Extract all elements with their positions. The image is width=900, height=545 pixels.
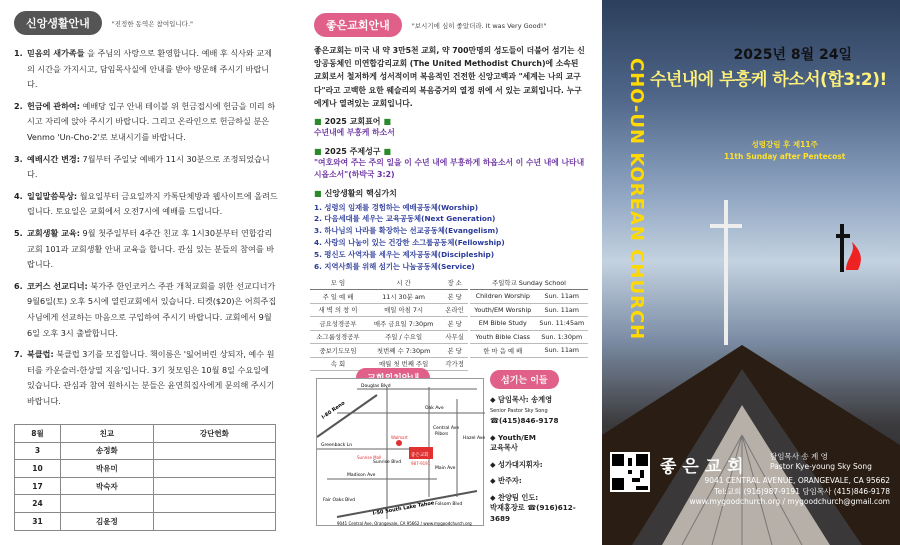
servants-title: 섬기는 이들 (490, 370, 559, 389)
map-label: Folsom Blvd (435, 502, 463, 507)
values-title: ■ 신앙생활의 핵심가치 (314, 188, 397, 198)
square-bullet-icon: ■ (314, 117, 322, 127)
meeting-schedule-table (310, 276, 468, 371)
announcement-item: 6. 코커스 선교디너: 북가주 한인코커스 주관 개척교회를 위한 선교디너가 9월6일(토) 오후 5시에 열린교회에서 있습니다. 티켓($20)은 어희주집사님에게 선교하는 마음으로 구입하여 주시기 바랍니다. 교회에서 9월 6일 오후 3시 출발합니다. (14, 280, 277, 338)
announcement-item: 2. 헌금에 관하여: 예배당 입구 안내 테이블 위 헌금접시에 헌금을 미리 하시고 자리에 앉아 주시기 바랍니다. 그리고 온라인으로 헌금하실 분은 Venmo 'Un-Cho-2'로 보내시기를 바랍니다. (14, 100, 276, 142)
list-item: ◆ Youth/EM 교육목사 (490, 432, 536, 452)
list-item: ◆ 찬양팀 인도: 박재홍장로 ☎(916)612-3689 (490, 492, 576, 523)
list-item: ◆ 성가대지휘자: (490, 459, 543, 469)
church-info-note: "보시기에 심히 좋았더라. It was Very Good!" (411, 21, 547, 30)
table-row: 주 일 예 배 11시 30분 am 본 당 (310, 290, 468, 304)
square-bullet-icon: ■ (383, 146, 392, 156)
church-intro: 좋은교회는 미국 내 약 3만5천 교회, 약 700만명의 성도들이 더불어 섬기는 신앙공동체인 미연합감리교회 (The United Methodist Church)에 소속된 교회로서 철저하게 성서적이며 복음적인 건전한 신앙고백과 "세계는 나의 교구다"라고 고백한 요한 웨슬리의 복음증거의 열정 위에 서 있는 교회입니다. 누구에게나 열려있는 교회입니다. (314, 46, 585, 108)
theme-title: ■ 2025 주제성구 ■ (314, 146, 392, 156)
map-label: 좋은교회 (411, 453, 429, 458)
map-label: Central Ave (433, 426, 460, 431)
table-row: Youth Bible Class Sun. 1:30pm (470, 330, 588, 344)
church-address: 9041 CENTRAL AVENUE, ORANGEVALE, CA 95662 Tel:교회 (916)987-9191 담임목사 (415)846-9178 www.mygoodchurch.org / mygoodchurch@gmail.com (650, 476, 890, 508)
cover-panel (602, 0, 900, 545)
map-label: Main Ave (435, 466, 456, 471)
map-label: Oak Ave (425, 406, 444, 411)
list-item: 6. 지역사회를 위해 섬기는 나눔공동체(Service) (314, 261, 475, 271)
list-item: 1. 성령의 임재를 경험하는 예배공동체(Worship) (314, 202, 479, 212)
liturgical-sunday: 성령강림 후 제11주 11th Sunday after Pentecost (724, 140, 846, 161)
square-bullet-icon: ■ (383, 117, 392, 127)
announcement-item: 7. 북클럽: 북클럽 3기를 모집합니다. 책이름은 '잃어버린 상되자, 예수 원터를 카운슬러-한상열 지음'입니다. 3기 첫모임은 10월 8일 수요일에 있습니다. 관심과 참여 원하시는 분들은 윤연희집사에게 문의해 주시기 바랍니다. (14, 349, 275, 406)
table-row: Youth/EM Worship Sun. 11am (470, 303, 588, 317)
table-row: 소그룹성경공부 주일 / 수요일 사무실 (310, 330, 468, 344)
church-roof-illustration (602, 325, 900, 545)
cover-theme: 수년내에 부흥케 하소서(합3:2)! (650, 70, 887, 90)
duty-table (14, 424, 276, 531)
map-label: Hazel Ave (463, 436, 485, 441)
table-row: Children Worship Sun. 11am (470, 290, 588, 304)
core-values-list (314, 202, 586, 273)
table-row: 31 김윤정 (15, 512, 276, 530)
table-row: 중보기도모임 첫번째 수 7:30pm 본 당 (310, 344, 468, 358)
table-row: 3 송정화 (15, 442, 276, 460)
table-row: 17 박숙자 (15, 477, 276, 495)
bulletin-date: 2025년 8월 24일 (733, 47, 852, 63)
square-bullet-icon: ■ (314, 146, 322, 156)
faith-life-header (14, 10, 278, 36)
table-header-row: 8월 친교 강단헌화 (15, 425, 276, 443)
list-item: 5. 평신도 사역자를 세우는 제자공동체(Discipleship) (314, 249, 495, 259)
church-info-pill: 좋은교회안내 (314, 13, 402, 37)
map-label: Fair Oaks Blvd (323, 498, 356, 503)
cross-flame-icon (836, 224, 864, 272)
pastor-info: 담임목사 송 계 영 Pastor Kye-young Sky Song (770, 452, 872, 471)
list-item: 4. 사랑의 나눔이 있는 건강한 소그룹공동체(Fellowship) (314, 237, 505, 247)
map-label: Pilbors (435, 431, 449, 436)
church-name: 좋은교회 (660, 457, 750, 477)
announcement-item: 3. 예배시간 변경: 7월부터 주일낮 예배가 11시 30분으로 조정되었습니다. (14, 153, 270, 180)
servants-section (490, 368, 590, 524)
motto-title: ■ 2025 교회표어 ■ (314, 117, 392, 127)
map-drawing (317, 379, 485, 527)
list-item: 2. 다음세대를 세우는 교육공동체(Next Generation) (314, 214, 496, 224)
list-item: ◆ 반주자: (490, 476, 522, 485)
table-row: 금요성경공부 매주 금요일 7:30pm 본 당 (310, 317, 468, 331)
table-row: EM Bible Study Sun. 11:45am (470, 317, 588, 331)
map-label: Sunrise Mall (357, 455, 382, 460)
map-label: 987-9191 (411, 461, 431, 466)
announcement-list (14, 46, 278, 409)
map-label: Douglas Blvd (361, 384, 391, 389)
list-item: ◆ 담임목사: 송계영 Senior Pastor Sky Song ☎(415)846-9178 (490, 395, 559, 425)
map-label: Sunrise Blvd (373, 460, 402, 465)
faith-life-note: "진정한 동역은 참여입니다." (111, 19, 194, 28)
table-header-row: 주일학교 Sunday School (470, 276, 588, 290)
table-row: 속 회 매월 첫 번째 주일 각가정 (310, 357, 468, 371)
table-header-row: 모 임 시 간 장 소 (310, 276, 468, 290)
list-item: 3. 하나님의 나라를 확장하는 선교공동체(Evangelism) (314, 226, 499, 236)
table-row: 한 마 음 예 배 Sun. 11am (470, 344, 588, 358)
map-footer: 9041 Central Ave, Orangevale, CA 95662 / www.mygoodchurch.org (337, 521, 472, 526)
church-name-vertical: CHO-UN KOREAN CHURCH (626, 58, 647, 341)
table-row: 10 박유미 (15, 460, 276, 478)
church-info-header (314, 12, 586, 38)
faith-life-pill: 신앙생활안내 (14, 11, 102, 35)
map-label: Madison Ave (347, 473, 376, 478)
square-bullet-icon: ■ (314, 188, 322, 198)
map-label: Walmart (391, 435, 408, 440)
table-row: 새 벽 의 창 이 매일 아침 7시 온라인 (310, 303, 468, 317)
sunday-school-table (470, 276, 588, 358)
announcement-item: 1. 믿음의 새가족들 을 주님의 사랑으로 환영합니다. 예배 후 식사와 교제의 시간을 가지시고, 담임목사실에 안내를 받아 방문해 주시기 바랍니다. (14, 48, 272, 90)
announcement-item: 5. 교회생활 교육: 9월 첫주일부터 4주간 친교 후 1시30분부터 연합감리교회 101과 교회생활 안내 교육을 합니다. 관심 있는 분들의 참여를 바랍니다. (14, 227, 275, 270)
qr-code[interactable] (610, 452, 650, 492)
location-map (316, 378, 484, 526)
website-link[interactable]: www.mygoodchurch.org / mygoodchurch@gmail.com (689, 497, 890, 506)
steeple-cross-bar (710, 224, 742, 228)
steeple-cross (724, 200, 728, 345)
map-label: I-80 Reno (320, 400, 347, 421)
announcement-item: 4. 일일말씀묵상: 월요일부터 금요일까지 카톡단체방과 웹사이트에 올려드립니다. 토요일은 교회에서 오전7시에 예배를 드립니다. (14, 190, 278, 217)
table-row: 24 (15, 495, 276, 513)
motto-text: 수년내에 부흥케 하소서 (314, 128, 395, 138)
map-label: Greenback Ln (321, 443, 353, 448)
qr-code-icon (612, 454, 648, 490)
theme-verse: "여호와여 주는 주의 일을 이 수년 내에 부흥하게 하옵소서 이 수년 내에 나타내시옵소서"(하박국 3:2) (314, 157, 585, 180)
map-label: I-50 South Lake Tahoe (372, 500, 435, 517)
